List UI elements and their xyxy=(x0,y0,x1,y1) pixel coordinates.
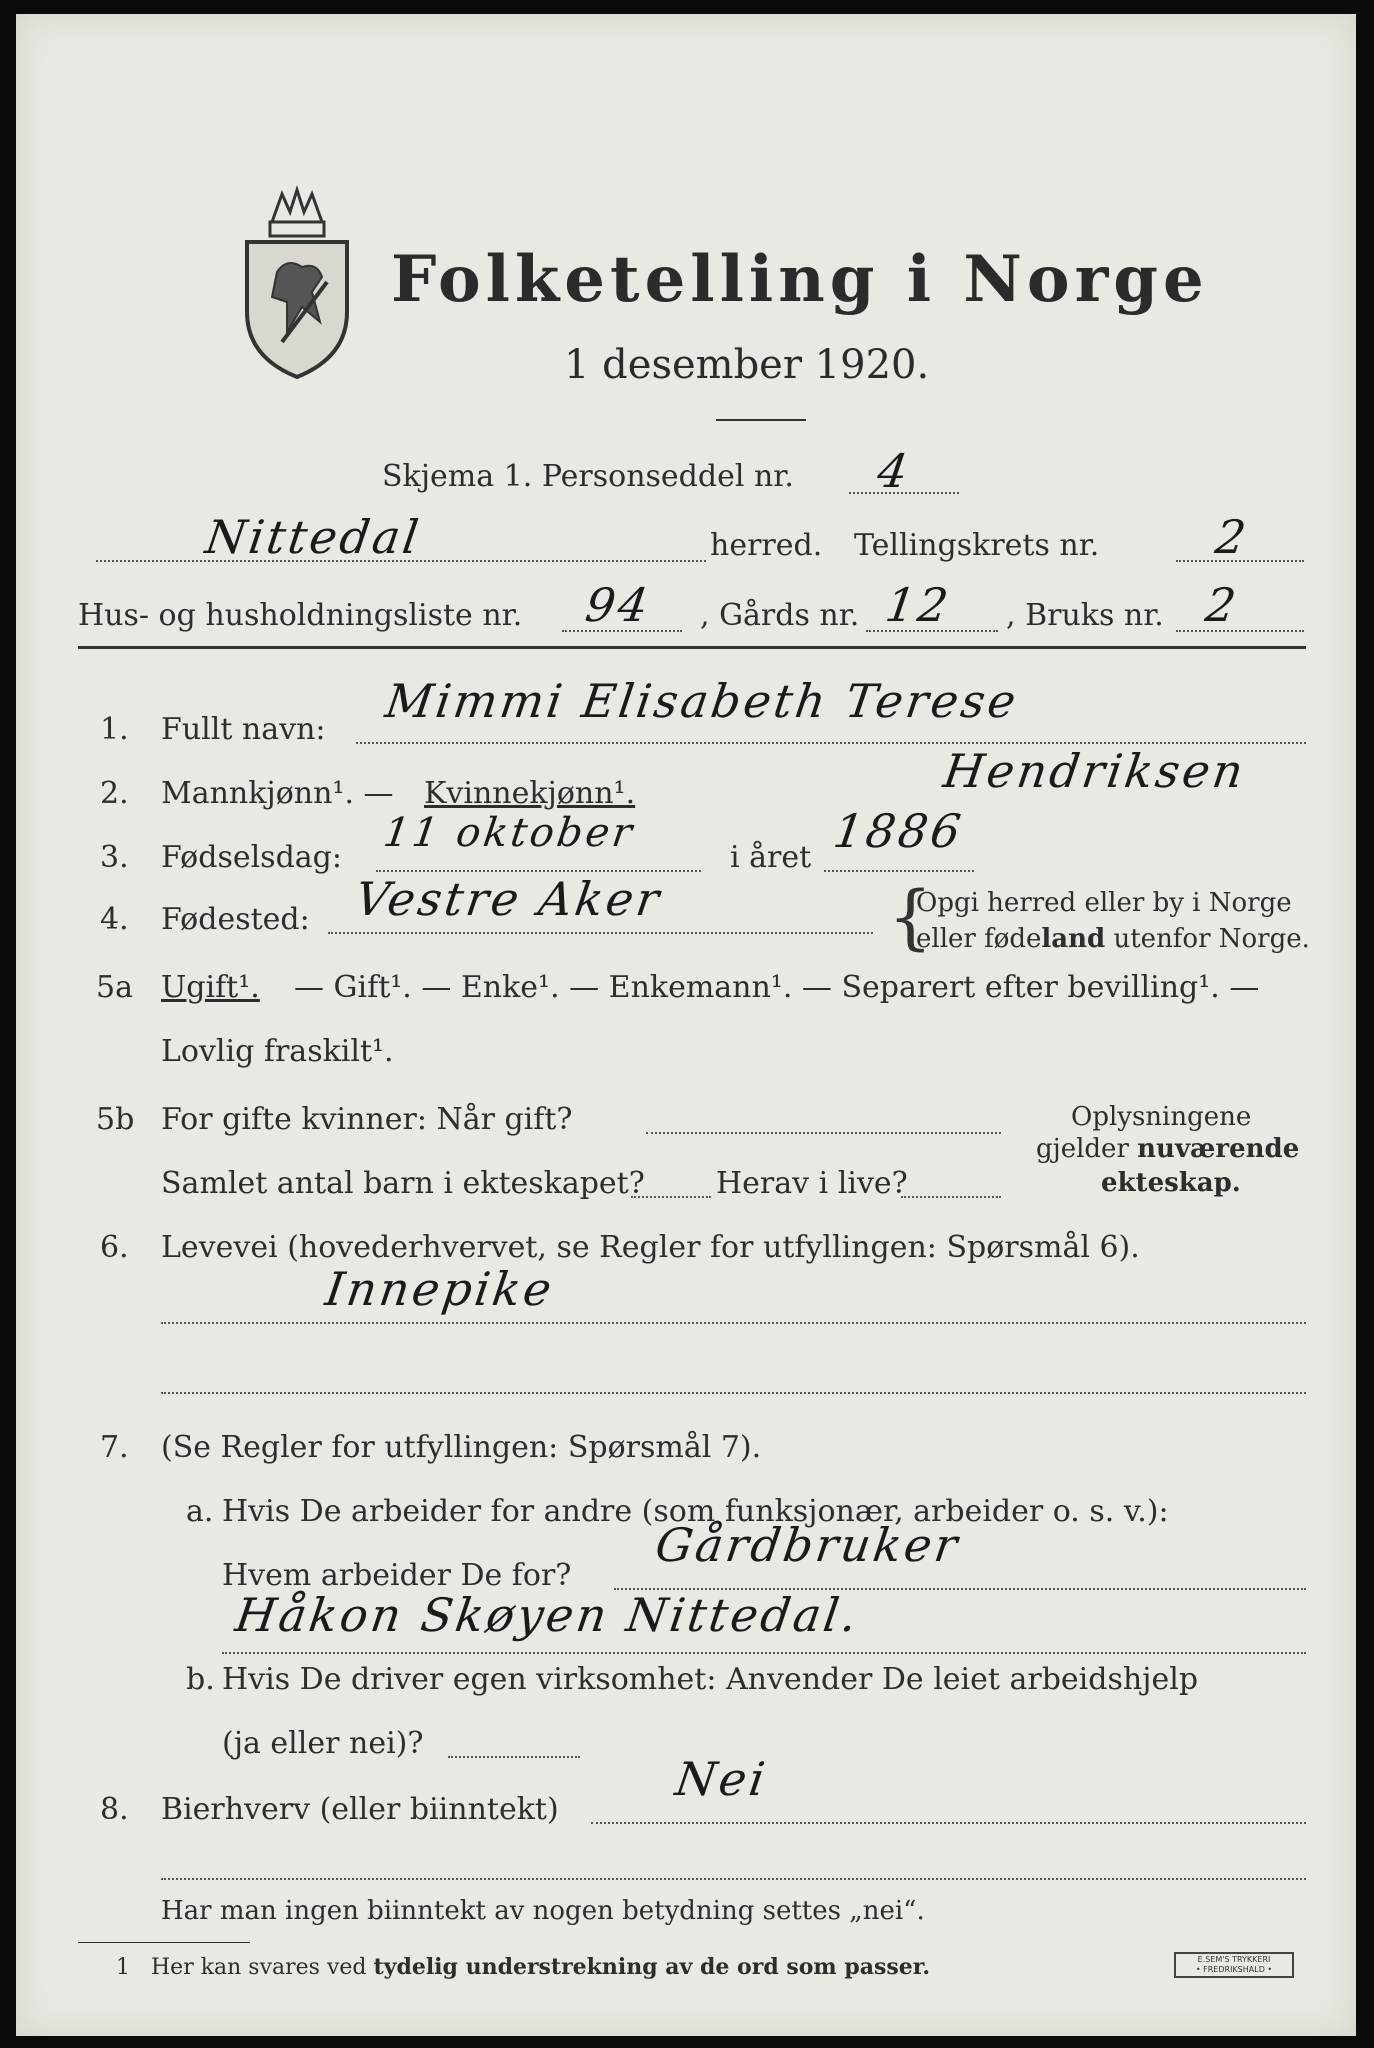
form-date: 1 desember 1920. xyxy=(564,342,930,388)
surname-value[interactable]: Hendriksen xyxy=(940,744,1250,798)
household-list-label: Hus- og husholdningsliste nr. xyxy=(78,598,523,633)
form-title: Folketelling i Norge xyxy=(391,242,1209,317)
census-form: Folketelling i Norge 1 desember 1920. Skjema 1. Personseddel nr. 4 Nittedal herred. Tellingskrets nr. 2 Hus- og husholdningsliste nr. 94 , Gårds nr. 12 , Bruks nr. 2 1. Fullt navn: Mimmi Elisabeth Terese 2. Mannkjønn¹. — Kvinnekjønn¹. Hendriksen 3. Fødselsdag: 11 oktober i året 1886 4. Fødested: Vestre Aker { Opgi herred eller by i Norge eller fødeland utenfor Norge. 5a Ugift¹. — Gift¹. — Enke¹. — Enkemann¹. — Separert efter bevilling¹. — Lovlig fraskilt¹. 5b For gifte kvinner: Når gift? Samlet antal barn i ekteskapet? Herav i live? Oplysningene gjelder nuværende ekteskap. 6. Levevei (hovederhvervet, se Regler for utfyllingen: Spørsmål 6). Innepike 7. (Se Regler for utfyllingen: Spørsmål 7). a. Hvis De arbeider for andre (som funksjonær, arbeider o. s. v.): Hvem arbeider De for? Gårdbruker Håkon Skøyen Nittedal. b. Hvis De driver egen virksomhet: Anvender De leiet arbeidshjelp (ja eller nei)? 8. Bierhverv (eller biinntekt) Nei Har man ingen biinntekt av nogen betydning settes „nei“. 1 Her kan svares ved tydelig understrekning av de ord som passer. E.SEM'S TRYKKERI • FREDRIKSHALD • xyxy=(16,14,1356,2036)
printer-stamp: E.SEM'S TRYKKERI • FREDRIKSHALD • xyxy=(1174,1952,1294,1978)
gards-value[interactable]: 12 xyxy=(882,578,955,632)
q7-number: 7. xyxy=(100,1430,129,1465)
q4-label: Fødested: xyxy=(161,902,310,937)
schema-label: Skjema 1. Personseddel nr. xyxy=(382,459,794,494)
q5b-note-line3: ekteskap. xyxy=(1101,1168,1241,1198)
q7b-help-label: (ja eller nei)? xyxy=(222,1726,424,1761)
q8-label: Bierhverv (eller biinntekt) xyxy=(161,1792,559,1827)
q7b-label: Hvis De driver egen virksomhet: Anvender De leiet arbeidshjelp xyxy=(222,1662,1199,1697)
birth-year-value[interactable]: 1886 xyxy=(830,804,967,858)
q5b-alive: Herav i live? xyxy=(716,1166,908,1201)
footnote: 1 Her kan svares ved tydelig understrekning av de ord som passer. xyxy=(116,1954,930,1980)
side-income-value[interactable]: Nei xyxy=(672,1752,771,1806)
q1-number: 1. xyxy=(100,712,129,747)
q6-label: Levevei (hovederhvervet, se Regler for utfyllingen: Spørsmål 6). xyxy=(161,1230,1140,1265)
person-number-value[interactable]: 4 xyxy=(874,444,915,498)
footer-note: Har man ingen biinntekt av nogen betydning settes „nei“. xyxy=(161,1896,925,1926)
q4-number: 4. xyxy=(100,902,129,937)
q5b-number: 5b xyxy=(96,1102,135,1137)
tellingskrets-label: Tellingskrets nr. xyxy=(854,528,1100,563)
q5a-number: 5a xyxy=(96,970,133,1005)
q5b-children: Samlet antal barn i ekteskapet? xyxy=(161,1166,645,1201)
q2-number: 2. xyxy=(100,776,129,811)
q5b-married-when: For gifte kvinner: Når gift? xyxy=(161,1102,573,1137)
q2-label-male: Mannkjønn¹. — xyxy=(161,776,394,811)
bruks-value[interactable]: 2 xyxy=(1202,578,1243,632)
gards-label: , Gårds nr. xyxy=(700,598,860,633)
tellingskrets-value[interactable]: 2 xyxy=(1212,510,1253,564)
q5a-option-ugift[interactable]: Ugift¹. xyxy=(161,970,260,1005)
bruks-label: , Bruks nr. xyxy=(1006,598,1164,633)
birthplace-value[interactable]: Vestre Aker xyxy=(352,872,666,926)
q3-label: Fødselsdag: xyxy=(161,840,342,875)
occupation-value[interactable]: Innepike xyxy=(322,1262,558,1316)
full-name-value[interactable]: Mimmi Elisabeth Terese xyxy=(382,674,1022,728)
q7a-employer-label: Hvem arbeider De for? xyxy=(222,1558,572,1593)
q5b-note-line2: gjelder nuværende xyxy=(1036,1134,1300,1164)
employer-value[interactable]: Gårdbruker xyxy=(652,1518,964,1572)
q5a-options: — Gift¹. — Enke¹. — Enkemann¹. — Separert efter bevilling¹. — xyxy=(294,970,1260,1005)
q1-label: Fullt navn: xyxy=(161,712,326,747)
q6-number: 6. xyxy=(100,1230,129,1265)
household-list-value[interactable]: 94 xyxy=(582,578,655,632)
employer-place-value[interactable]: Håkon Skøyen Nittedal. xyxy=(232,1588,864,1642)
q7-label: (Se Regler for utfyllingen: Spørsmål 7). xyxy=(161,1430,762,1465)
q5a-option-fraskilt: Lovlig fraskilt¹. xyxy=(161,1034,394,1069)
coat-of-arms-icon xyxy=(232,182,362,382)
q4-note-line1: Opgi herred eller by i Norge xyxy=(916,888,1292,918)
birthdate-value[interactable]: 11 oktober xyxy=(380,810,638,856)
herred-label: herred. xyxy=(710,528,823,563)
q4-note-line2: eller fødeland utenfor Norge. xyxy=(916,924,1310,954)
q2-label-female[interactable]: Kvinnekjønn¹. xyxy=(424,776,636,811)
q7b-letter: b. xyxy=(186,1662,215,1697)
herred-value[interactable]: Nittedal xyxy=(202,510,425,564)
q7a-letter: a. xyxy=(186,1494,214,1529)
q7a-label: Hvis De arbeider for andre (som funksjonær, arbeider o. s. v.): xyxy=(222,1494,1169,1529)
q5b-note-line1: Oplysningene xyxy=(1071,1102,1252,1132)
q8-number: 8. xyxy=(100,1792,129,1827)
q3-number: 3. xyxy=(100,840,129,875)
q3-year-label: i året xyxy=(730,840,812,875)
